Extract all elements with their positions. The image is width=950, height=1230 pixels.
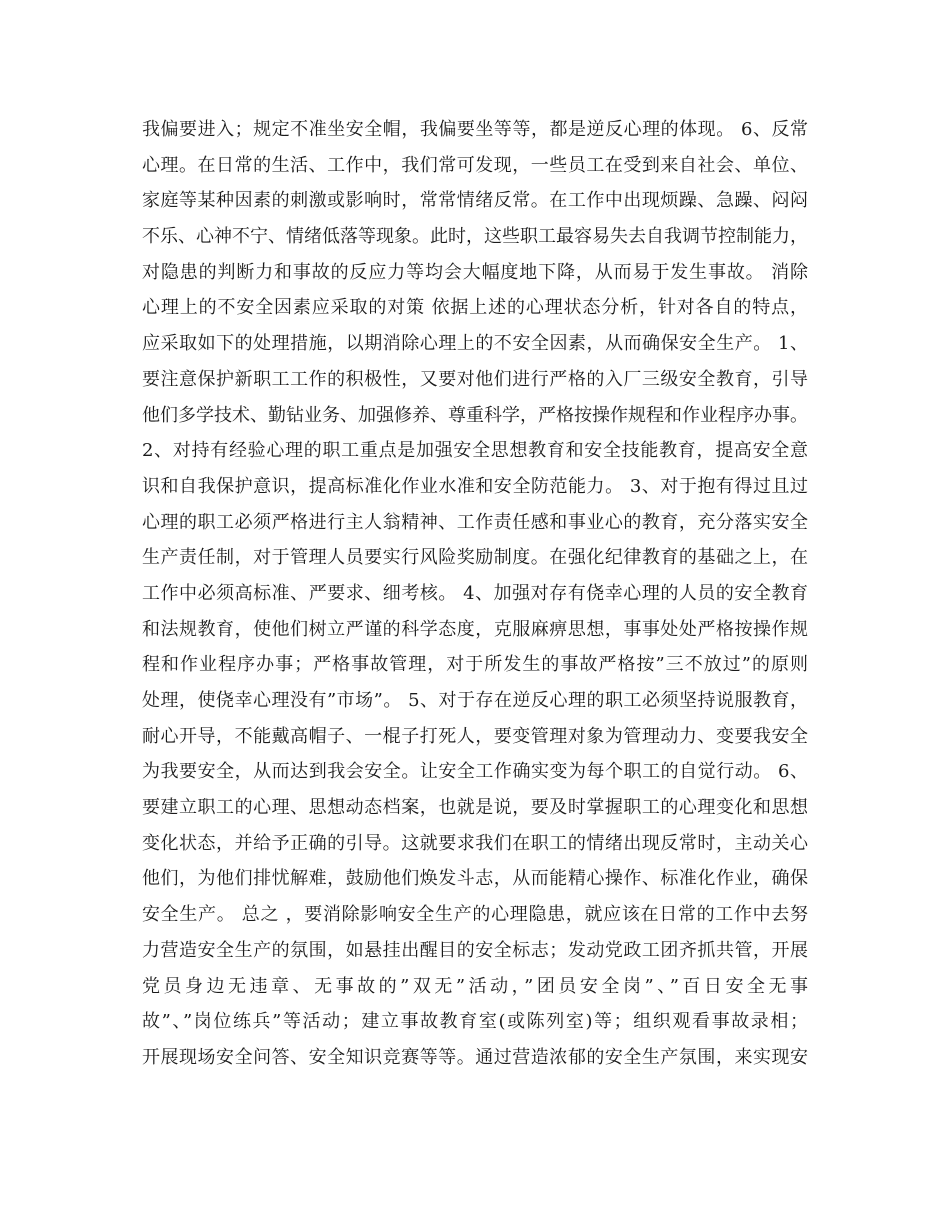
text-line: 心理的职工必须严格进行主人翁精神、工作责任感和事业心的教育，充分落实安全 [142,511,808,533]
text-line: 家庭等某种因素的刺激或影响时，常常情绪反常。在工作中出现烦躁、急躁、闷闷 [142,190,808,212]
text-line: 工作中必须高标准、严要求、细考核。 4、加强对存有侥幸心理的人员的安全教育 [142,582,808,604]
text-line: 不乐、心神不宁、情绪低落等现象。此时，这些职工最容易失去自我调节控制能力， [142,226,808,248]
text-line: 应采取如下的处理措施，以期消除心理上的不安全因素，从而确保安全生产。 1、 [142,333,808,355]
text-line: 要注意保护新职工工作的积极性，又要对他们进行严格的入厂三级安全教育，引导 [142,368,808,390]
text-line: 程和作业程序办事；严格事故管理，对于所发生的事故严格按”三不放过”的原则 [142,654,808,676]
text-line: 为我要安全，从而达到我会安全。让安全工作确实变为每个职工的自觉行动。 6、 [142,761,808,783]
text-line: 心理上的不安全因素应采取的对策 依据上述的心理状态分析，针对各自的特点， [142,297,808,319]
text-line: 识和自我保护意识，提高标准化作业水准和安全防范能力。 3、对于抱有得过且过 [142,475,808,497]
text-line: 对隐患的判断力和事故的反应力等均会大幅度地下降，从而易于发生事故。 消除 [142,261,808,283]
text-line: 他们，为他们排忧解难，鼓励他们焕发斗志，从而能精心操作、标准化作业，确保 [142,868,808,890]
text-line: 他们多学技术、勤钻业务、加强修养、尊重科学，严格按操作规程和作业程序办事。 [142,404,808,426]
text-line: 变化状态，并给予正确的引导。这就要求我们在职工的情绪出现反常时，主动关心 [142,832,808,854]
text-line: 要建立职工的心理、思想动态档案，也就是说，要及时掌握职工的心理变化和思想 [142,797,808,819]
text-line: 安全生产。 总之 ，要消除影响安全生产的心理隐患，就应该在日常的工作中去努 [142,904,808,926]
text-line: 我偏要进入；规定不准坐安全帽，我偏要坐等等，都是逆反心理的体现。 6、反常 [142,119,808,140]
body-text [142,112,808,1076]
text-line: 力营造安全生产的氛围，如悬挂出醒目的安全标志；发动党政工团齐抓共管，开展 [142,939,808,961]
text-line: 故”、”岗位练兵”等活动；建立事故教育室(或陈列室)等；组织观看事故录相； [142,1011,808,1033]
text-line: 和法规教育，使他们树立严谨的科学态度，克服麻痹思想，事事处处严格按操作规 [142,618,808,640]
text-line: 开展现场安全问答、安全知识竞赛等等。通过营造浓郁的安全生产氛围，来实现安 [142,1046,808,1068]
text-line: 生产责任制，对于管理人员要实行风险奖励制度。在强化纪律教育的基础之上，在 [142,547,808,569]
text-line: 处理，使侥幸心理没有”市场”。 5、对于存在逆反心理的职工必须坚持说服教育， [142,690,808,711]
text-line: 2、对持有经验心理的职工重点是加强安全思想教育和安全技能教育，提高安全意 [142,440,808,462]
text-line: 党员身边无违章、无事故的”双无”活动，”团员安全岗”、”百日安全无事 [142,975,808,997]
text-line: 耐心开导，不能戴高帽子、一棍子打死人，要变管理对象为管理动力、变要我安全 [142,725,808,747]
text-line: 心理。在日常的生活、工作中，我们常可发现，一些员工在受到来自社会、单位、 [142,154,808,176]
